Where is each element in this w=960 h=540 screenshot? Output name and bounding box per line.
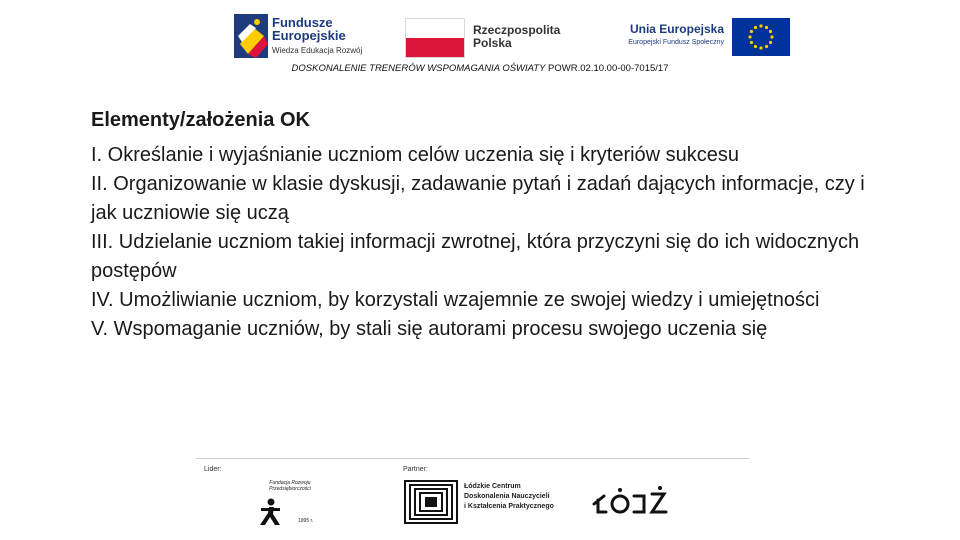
lider-label: Lider: — [204, 466, 222, 473]
ue-logo-line2: Europejski Fundusz Społeczny — [628, 39, 724, 46]
eu-star — [765, 45, 768, 48]
eu-star — [759, 46, 762, 49]
lcdnikp-line2: Doskonalenia Nauczycieli — [464, 493, 550, 500]
unia-europejska-logo — [600, 18, 790, 58]
eu-star — [769, 41, 772, 44]
fundusze-europejskie-mark-icon — [234, 14, 268, 58]
eu-star — [750, 41, 753, 44]
eu-star — [754, 26, 757, 29]
lodz-city-logo — [590, 484, 670, 518]
slide-content — [91, 105, 891, 344]
project-title — [0, 63, 960, 74]
rp-logo-line2: Polska — [473, 36, 512, 50]
footer-divider — [196, 458, 749, 459]
fundacja-logo-year: 1995 r. — [298, 518, 314, 524]
lcdnikp-logo — [404, 480, 564, 526]
lcdnikp-line3: i Kształcenia Praktycznego — [464, 503, 554, 510]
fundusze-europejskie-logo — [234, 14, 374, 58]
lcdnikp-line1: Łódzkie Centrum — [464, 483, 521, 490]
fe-logo-text — [272, 16, 362, 55]
ue-logo-line1: Unia Europejska — [629, 22, 724, 36]
eu-star — [769, 30, 772, 33]
list-item: III. Udzielanie uczniom takiej informacji zwrotnej, która przyczyni się do ich widocznych postępów — [91, 231, 860, 282]
eu-star — [750, 30, 753, 33]
partner-label: Partner: — [403, 466, 428, 473]
eu-star — [770, 35, 773, 38]
slide-heading: Elementy/założenia OK — [91, 109, 310, 131]
walking-figure-icon — [260, 498, 282, 526]
eu-flag-icon — [732, 18, 790, 56]
list-item: II. Organizowanie w klasie dyskusji, zadawanie pytań i zadań dających informacje, czy i jak uczniowie się uczą — [91, 173, 865, 224]
eu-star — [765, 26, 768, 29]
lcdnikp-logo-text — [464, 482, 554, 512]
rzeczpospolita-polska-logo — [405, 18, 575, 58]
fundacja-logo — [258, 478, 320, 528]
polish-flag-icon — [405, 18, 465, 58]
eu-star — [754, 45, 757, 48]
project-code: POWR.02.10.00-00-7015/17 — [545, 63, 669, 74]
project-name: DOSKONALENIE TRENERÓW WSPOMAGANIA OŚWIATY — [291, 63, 546, 74]
list-item: IV. Umożliwianie uczniom, by korzystali wzajemnie ze swojej wiedzy i umiejętności — [91, 289, 820, 311]
ue-logo-text — [602, 22, 724, 46]
rp-logo-text — [473, 24, 560, 50]
rp-logo-line1: Rzeczpospolita — [473, 23, 561, 37]
fundacja-logo-text: Fundacja Rozwoju Przedsiębiorczości — [269, 480, 311, 492]
fe-logo-line2: Europejskie — [272, 28, 346, 43]
fe-logo-line3: Wiedza Edukacja Rozwój — [272, 46, 363, 55]
list-item: V. Wspomaganie uczniów, by stali się autorami procesu swojego uczenia się — [91, 318, 768, 340]
eu-star — [759, 24, 762, 27]
list-item: I. Określanie i wyjaśnianie uczniom celów uczenia się i kryteriów sukcesu — [91, 144, 740, 166]
eu-star — [748, 35, 751, 38]
fe-logo-line1: Fundusze — [272, 15, 333, 30]
lcdnikp-square-icon — [404, 480, 458, 524]
elements-list — [91, 141, 891, 344]
